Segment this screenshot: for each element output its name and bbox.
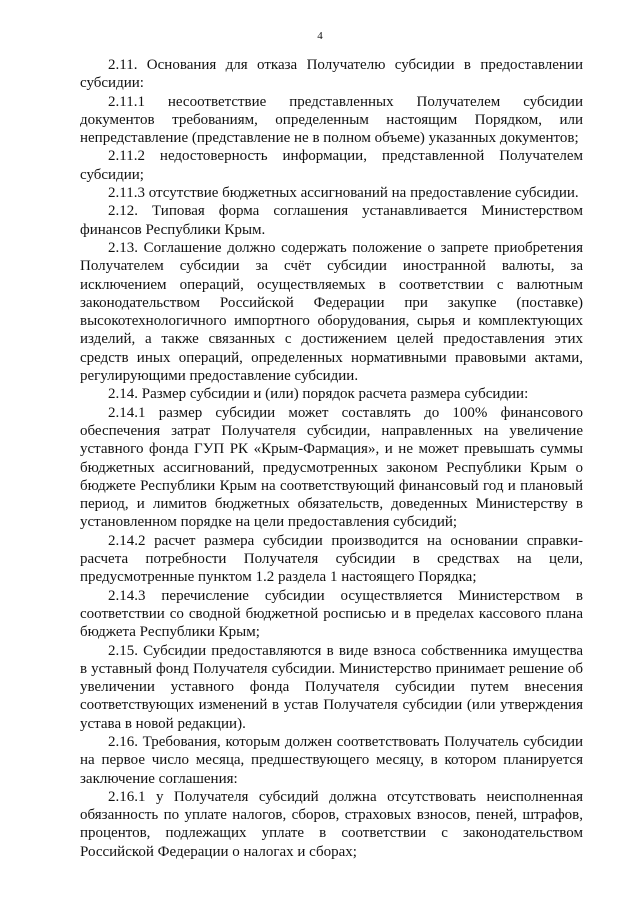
paragraph-2-11-2: 2.11.2 недостоверность информации, представленной Получателем субсидии; [80,148,583,183]
paragraph-2-14-1: 2.14.1 размер субсидии может составлять до 100% финансового обеспечения затрат Получателя субсидии, направленных на увеличение уставного фонда ГУП РК «Крым-Фармация», и не может превышать суммы бюджетных ассигнований, предусмотренных законом Республики Крым о бюджете Республики Крым на соответствующий финансовый год и плановый период, и лимитов бюджетных обязательств, доведенных Министерству в установленном порядке на цели предоставления субсидий; [80,404,583,531]
paragraph-2-13: 2.13. Соглашение должно содержать положение о запрете приобретения Получателем субсидии за счёт субсидии иностранной валюты, за исключением операций, осуществляемых в соответствии с валютным законодательством Российской Федерации при закупке (поставке) высокотехнологичного импортного оборудования, сырья и комплектующих изделий, а также связанных с достижением целей предоставления этих средств иных операций, определенных нормативными правовыми актами, регулирующими предоставление субсидии. [80,239,583,385]
paragraph-2-11-1: 2.11.1 несоответствие представленных Получателем субсидии документов требованиям, определенным настоящим Порядком, или непредставление (представление не в полном объеме) указанных документов; [80,93,583,147]
paragraph-2-12: 2.12. Типовая форма соглашения устанавливается Министерством финансов Республики Крым. [80,203,583,238]
document-body [80,56,583,861]
paragraph-2-15: 2.15. Субсидии предоставляются в виде взноса собственника имущества в уставный фонд Получателя субсидии. Министерство принимает решение об увеличении уставного фонда Получателя субсидии путем внесения соответствующих изменений в устав Получателя субсидии (или утверждения устава в новой редакции). [80,642,583,732]
paragraph-2-16-1: 2.16.1 у Получателя субсидий должна отсутствовать неисполненная обязанность по уплате налогов, сборов, страховых взносов, пеней, штрафов, процентов, подлежащих уплате в соответствии с законодательством Российской Федерации о налогах и сборах; [80,788,583,860]
paragraph-2-14: 2.14. Размер субсидии и (или) порядок расчета размера субсидии: [108,386,529,403]
paragraph-2-11-3: 2.11.3 отсутствие бюджетных ассигнований на предоставление субсидии. [108,185,579,202]
paragraph-2-11: 2.11. Основания для отказа Получателю субсидии в предоставлении субсидии: [80,57,583,92]
paragraph-2-16: 2.16. Требования, которым должен соответствовать Получатель субсидии на первое число месяца, предшествующего месяцу, в котором планируется заключение соглашения: [80,733,583,787]
page-number: 4 [317,30,323,42]
paragraph-2-14-3: 2.14.3 перечисление субсидии осуществляется Министерством в соответствии со сводной бюджетной росписью и в пределах кассового плана бюджета Республики Крым; [80,587,583,641]
paragraph-2-14-2: 2.14.2 расчет размера субсидии производится на основании справки-расчета потребности Получателя субсидии в средствах на цели, предусмотренные пунктом 1.2 раздела 1 настоящего Порядка; [80,532,583,586]
